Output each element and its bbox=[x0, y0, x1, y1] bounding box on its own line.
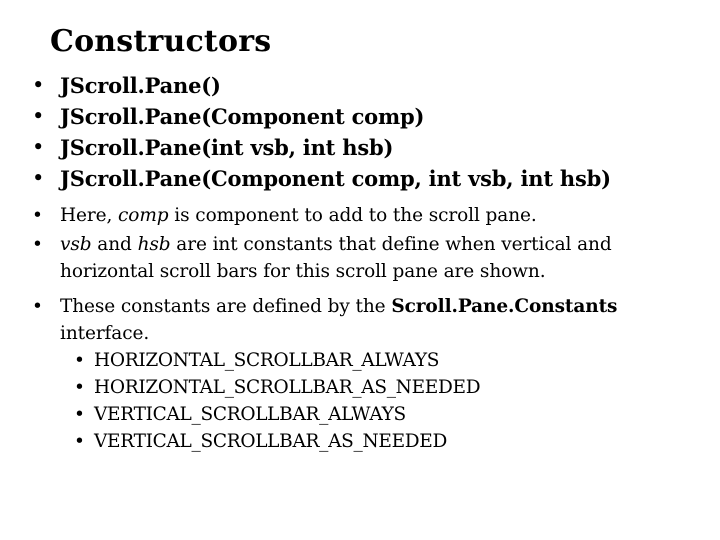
constructor-text: JScroll.Pane() bbox=[60, 73, 221, 98]
constructor-item bbox=[24, 70, 704, 101]
constant-item bbox=[24, 374, 704, 401]
bullet-icon: • bbox=[32, 135, 45, 159]
note-term-hsb: hsb bbox=[137, 234, 171, 255]
slide-title: Constructors bbox=[50, 24, 272, 59]
constructor-text: JScroll.Pane(int vsb, int hsb) bbox=[60, 135, 394, 160]
note-text-prefix: Here, bbox=[60, 205, 119, 226]
note-bold-class: Scroll.Pane.Constants bbox=[391, 296, 618, 317]
constant-text: VERTICAL_SCROLLBAR_ALWAYS bbox=[94, 404, 406, 425]
note-text-prefix: These constants are defined by the bbox=[60, 296, 392, 317]
bullet-icon: • bbox=[74, 431, 85, 452]
note-term-vsb: vsb bbox=[60, 234, 92, 255]
constructor-text: JScroll.Pane(Component comp) bbox=[60, 104, 425, 129]
note-item bbox=[24, 293, 704, 347]
note-text-rest: are int constants that define when vertical and horizontal scroll bars for this scroll pane are shown. bbox=[60, 234, 612, 282]
bullet-icon: • bbox=[32, 73, 45, 97]
constant-item bbox=[24, 428, 704, 455]
bullet-icon: • bbox=[32, 234, 43, 255]
note-text-suffix: is component to add to the scroll pane. bbox=[168, 205, 537, 226]
bullet-icon: • bbox=[32, 205, 43, 226]
constant-text: VERTICAL_SCROLLBAR_AS_NEEDED bbox=[94, 431, 448, 452]
bullet-list bbox=[24, 70, 704, 455]
spacer bbox=[24, 194, 704, 202]
bullet-icon: • bbox=[32, 104, 45, 128]
constructor-item bbox=[24, 163, 704, 194]
constant-text: HORIZONTAL_SCROLLBAR_ALWAYS bbox=[94, 350, 440, 371]
note-item bbox=[24, 231, 704, 285]
constant-text: HORIZONTAL_SCROLLBAR_AS_NEEDED bbox=[94, 377, 481, 398]
constant-item bbox=[24, 401, 704, 428]
constructor-item bbox=[24, 132, 704, 163]
note-text-suffix: interface. bbox=[60, 323, 150, 344]
bullet-icon: • bbox=[74, 377, 85, 398]
bullet-icon: • bbox=[74, 404, 85, 425]
constructor-text: JScroll.Pane(Component comp, int vsb, int hsb) bbox=[60, 166, 611, 191]
constant-item bbox=[24, 347, 704, 374]
bullet-icon: • bbox=[32, 296, 43, 317]
bullet-icon: • bbox=[32, 166, 45, 190]
note-emphasis: comp bbox=[118, 205, 169, 226]
constructor-item bbox=[24, 101, 704, 132]
note-text-and: and bbox=[91, 234, 138, 255]
note-item bbox=[24, 202, 704, 229]
bullet-icon: • bbox=[74, 350, 85, 371]
